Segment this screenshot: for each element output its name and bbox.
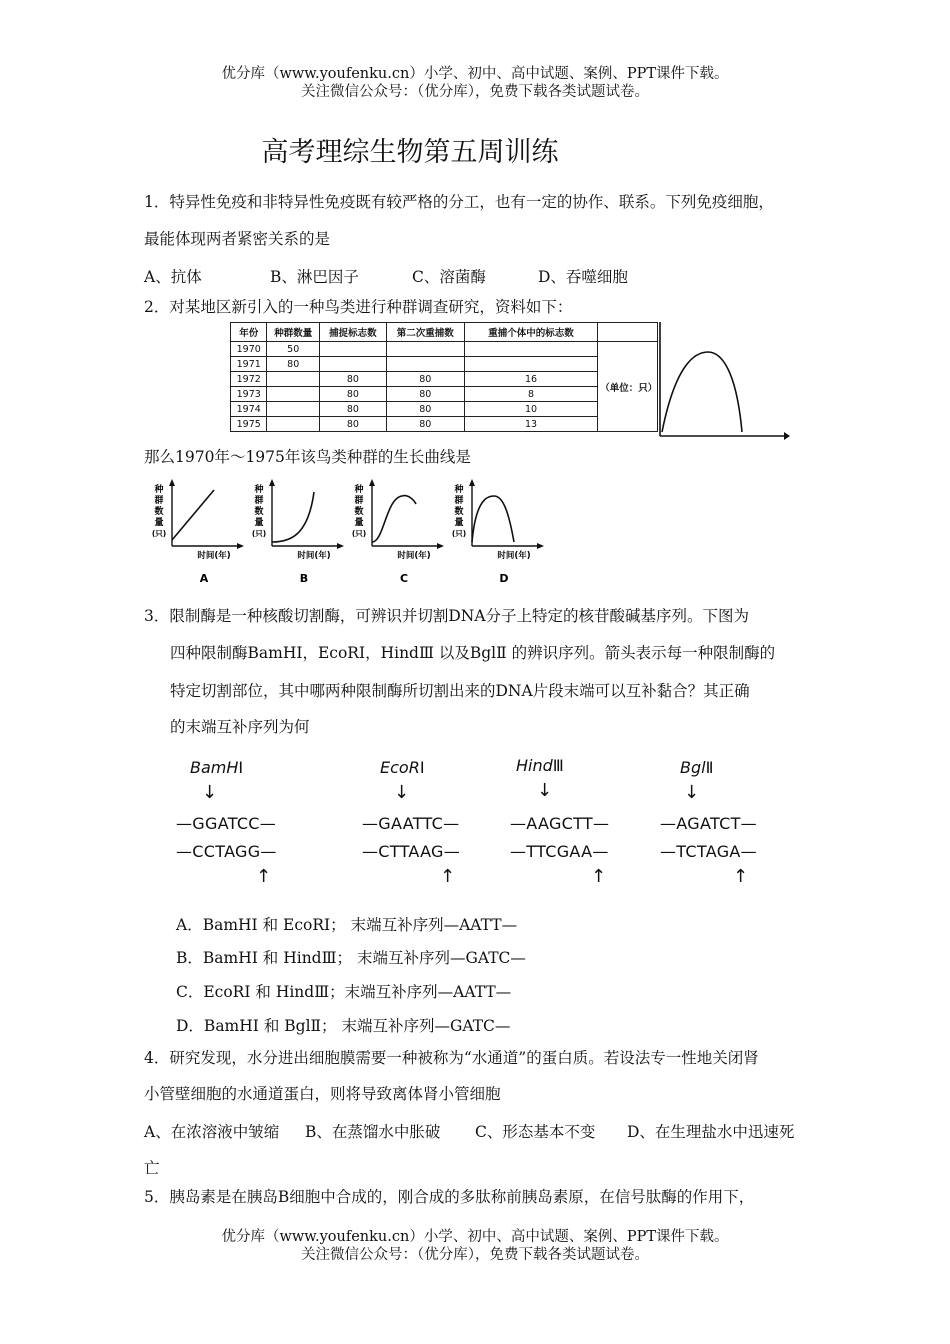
table-cell: 80	[386, 372, 464, 387]
graph-x-label: 时间(年)	[297, 551, 331, 561]
enzyme-name: Hind	[516, 756, 553, 775]
growth-graph-b	[250, 478, 346, 588]
q3-option-c: C．EcoRⅠ 和 HindⅢ；末端互补序列—AATT—	[176, 983, 512, 1001]
q2-intro: 2．对某地区新引入的一种鸟类进行种群调查研究，资料如下：	[144, 298, 573, 316]
cut-arrow-down-icon: ↓	[394, 782, 410, 803]
table-cell: 10	[464, 402, 598, 417]
graph-y-label: 量	[254, 518, 264, 528]
q4-line-2: 小管壁细胞的水通道蛋白，则将导致离体肾小管细胞	[144, 1085, 501, 1103]
q1-line-1: 1．特异性免疫和非特异性免疫既有较严格的分工，也有一定的协作、联系。下列免疫细胞，	[144, 193, 774, 211]
enzyme-suffix: Ⅰ	[238, 758, 244, 777]
enzyme-suffix: Ⅱ	[705, 758, 714, 777]
graph-y-label: 数	[454, 507, 464, 517]
cut-arrow-up-icon: ↑	[256, 866, 272, 887]
graph-y-label: (只)	[451, 529, 467, 538]
graph-y-label: (只)	[351, 529, 367, 538]
enzyme-ecori	[380, 758, 425, 777]
table-cell	[267, 387, 320, 402]
table-cell: 16	[464, 372, 598, 387]
q3-line-4: 的末端互补序列为何	[170, 718, 310, 736]
graph-y-label: 群	[254, 496, 264, 506]
table-cell: 8	[464, 387, 598, 402]
graph-y-label: (只)	[251, 529, 267, 538]
graph-y-label: 群	[454, 496, 464, 506]
cut-arrow-down-icon: ↓	[537, 780, 553, 801]
table-row	[231, 402, 658, 417]
q1-line-2: 最能体现两者紧密关系的是	[144, 230, 331, 248]
q1-option-a: A、抗体	[144, 268, 202, 286]
enzyme-suffix: Ⅲ	[552, 756, 564, 775]
graph-y-arrow-icon	[269, 479, 275, 486]
dna-seq-top: —AAGCTT—	[510, 814, 610, 833]
growth-graph-c	[350, 478, 446, 588]
growth-curve	[272, 492, 314, 542]
graph-x-arrow-icon	[437, 543, 444, 549]
graph-y-label: 量	[154, 518, 164, 528]
dna-seq-bottom: —CTTAAG—	[362, 842, 461, 861]
q1-option-c: C、溶菌酶	[412, 268, 486, 286]
table-cell: 1974	[231, 402, 267, 417]
table-row	[231, 342, 658, 357]
cut-arrow-down-icon: ↓	[684, 782, 700, 803]
q4-option-d: D、在生理盐水中迅速死	[627, 1123, 795, 1141]
graph-option-letter: C	[399, 572, 409, 585]
growth-graph-options	[150, 478, 550, 588]
table-row	[231, 417, 658, 432]
dna-seq-bottom: —TTCGAA—	[510, 842, 609, 861]
graph-option-letter: B	[299, 572, 309, 585]
growth-graph-d	[450, 478, 546, 588]
q3-line-3: 特定切割部位，其中哪两种限制酶所切割出来的DNA片段末端可以互补黏合？其正确	[170, 682, 750, 700]
table-cell: 80	[320, 372, 387, 387]
enzyme-suffix: Ⅰ	[419, 758, 425, 777]
population-table-wrap	[230, 322, 658, 432]
table-cell: 50	[267, 342, 320, 357]
graph-y-label: 数	[254, 507, 264, 517]
table-header: 年份	[231, 323, 267, 342]
graph-y-label: 种	[154, 485, 164, 495]
table-header: 第二次重捕数	[386, 323, 464, 342]
table-cell	[464, 342, 598, 357]
graph-y-label: 量	[354, 518, 364, 528]
dna-seq-top: —AGATCT—	[660, 814, 757, 833]
table-cell	[386, 357, 464, 372]
graph-y-label: 群	[354, 496, 364, 506]
q3-line-2: 四种限制酶BamHⅠ，EcoRⅠ，HindⅢ 以及BglⅡ 的辨识序列。箭头表示每一种限制酶的	[170, 644, 776, 662]
graph-y-label: 数	[354, 507, 364, 517]
graph-y-label: 种	[354, 485, 364, 495]
q3-option-b: B．BamHⅠ 和 HindⅢ； 末端互补序列—GATC—	[176, 949, 526, 967]
q4-option-wrap: 亡	[144, 1159, 160, 1177]
table-header-empty	[598, 323, 658, 342]
q4-option-c: C、形态基本不变	[475, 1123, 596, 1141]
dna-seq-top: —GAATTC—	[362, 814, 460, 833]
enzyme-hindiii	[516, 756, 564, 775]
enzyme-name: BamH	[190, 758, 239, 777]
enzyme-name: EcoR	[380, 758, 420, 777]
growth-curve	[372, 496, 416, 542]
table-cell: 80	[386, 402, 464, 417]
graph-x-label: 时间(年)	[497, 551, 531, 561]
growth-graph-a	[150, 478, 246, 588]
q4-line-1: 4．研究发现，水分进出细胞膜需要一种被称为“水通道”的蛋白质。若设法专一性地关闭肾	[144, 1049, 759, 1067]
dna-seq-bottom: —CCTAGG—	[176, 842, 277, 861]
graph-x-arrow-icon	[237, 543, 244, 549]
dna-seq-bottom: —TCTAGA—	[660, 842, 757, 861]
table-cell: 80	[386, 417, 464, 432]
cut-arrow-up-icon: ↑	[440, 866, 456, 887]
table-row	[231, 357, 658, 372]
enzyme-name: Bgl	[680, 758, 706, 777]
table-cell	[386, 342, 464, 357]
graph-option-letter: A	[199, 572, 209, 585]
table-cell	[267, 402, 320, 417]
graph-x-label: 时间(年)	[197, 551, 231, 561]
footer-line-2: 关注微信公众号：（优分库），免费下载各类试题试卷。	[301, 1247, 649, 1263]
table-row	[231, 372, 658, 387]
table-cell: 1970	[231, 342, 267, 357]
q5-line-1: 5．胰岛素是在胰岛B细胞中合成的，刚合成的多肽称前胰岛素原，在信号肽酶的作用下，	[144, 1188, 755, 1206]
graph-x-arrow-icon	[537, 543, 544, 549]
footer-line-1: 优分库（www.youfenku.cn）小学、初中、高中试题、案例、PPT课件下载。	[221, 1229, 729, 1245]
table-cell	[320, 357, 387, 372]
population-table	[230, 322, 658, 432]
table-side-graph	[656, 322, 791, 444]
table-cell	[464, 357, 598, 372]
table-cell: 1975	[231, 417, 267, 432]
table-cell: 80	[320, 417, 387, 432]
table-cell: 80	[320, 402, 387, 417]
graph-y-label: 种	[254, 485, 264, 495]
enzyme-bamhi	[190, 758, 243, 777]
table-cell: 1973	[231, 387, 267, 402]
header-line-1: 优分库（www.youfenku.cn）小学、初中、高中试题、案例、PPT课件下载。	[221, 66, 729, 82]
graph-y-arrow-icon	[469, 479, 475, 486]
side-graph-x-arrow	[784, 432, 790, 440]
graph-y-label: 数	[154, 507, 164, 517]
graph-x-label: 时间(年)	[397, 551, 431, 561]
table-header: 重捕个体中的标志数	[464, 323, 598, 342]
q4-option-a: A、在浓溶液中皱缩	[144, 1123, 280, 1141]
table-cell: 13	[464, 417, 598, 432]
graph-y-label: (只)	[151, 529, 167, 538]
table-cell	[267, 417, 320, 432]
q2-question: 那么1970年～1975年该鸟类种群的生长曲线是	[144, 448, 471, 466]
q3-line-1: 3．限制酶是一种核酸切割酶，可辨识并切割DNA分子上特定的核苷酸碱基序列。下图为	[144, 607, 750, 625]
q1-option-d: D、吞噬细胞	[538, 268, 628, 286]
graph-y-label: 种	[454, 485, 464, 495]
cut-arrow-up-icon: ↑	[733, 866, 749, 887]
enzyme-bglii	[680, 758, 713, 777]
graph-x-arrow-icon	[337, 543, 344, 549]
graph-y-arrow-icon	[369, 479, 375, 486]
q1-option-b: B、淋巴因子	[270, 268, 359, 286]
unit-label: （单位：只）	[598, 342, 658, 432]
table-cell	[267, 372, 320, 387]
graph-option-letter: D	[499, 572, 509, 585]
growth-curve	[472, 496, 514, 542]
page-title: 高考理综生物第五周训练	[261, 137, 559, 168]
table-row	[231, 387, 658, 402]
table-cell: 80	[267, 357, 320, 372]
cut-arrow-down-icon: ↓	[202, 782, 218, 803]
table-cell: 80	[386, 387, 464, 402]
table-cell	[320, 342, 387, 357]
growth-curve	[172, 490, 214, 540]
table-cell: 80	[320, 387, 387, 402]
table-cell: 1972	[231, 372, 267, 387]
q4-option-b: B、在蒸馏水中胀破	[305, 1123, 441, 1141]
graph-y-arrow-icon	[169, 479, 175, 486]
side-graph-curve	[662, 352, 742, 432]
dna-seq-top: —GGATCC—	[176, 814, 277, 833]
table-cell: 1971	[231, 357, 267, 372]
graph-y-label: 量	[454, 518, 464, 528]
q3-option-d: D．BamHⅠ 和 BglⅡ； 末端互补序列—GATC—	[176, 1017, 511, 1035]
q3-option-a: A．BamHⅠ 和 EcoRⅠ； 末端互补序列—AATT—	[176, 916, 518, 934]
table-header: 种群数量	[267, 323, 320, 342]
table-header: 捕捉标志数	[320, 323, 387, 342]
header-line-2: 关注微信公众号：（优分库），免费下载各类试题试卷。	[301, 84, 649, 100]
cut-arrow-up-icon: ↑	[591, 866, 607, 887]
graph-y-label: 群	[154, 496, 164, 506]
